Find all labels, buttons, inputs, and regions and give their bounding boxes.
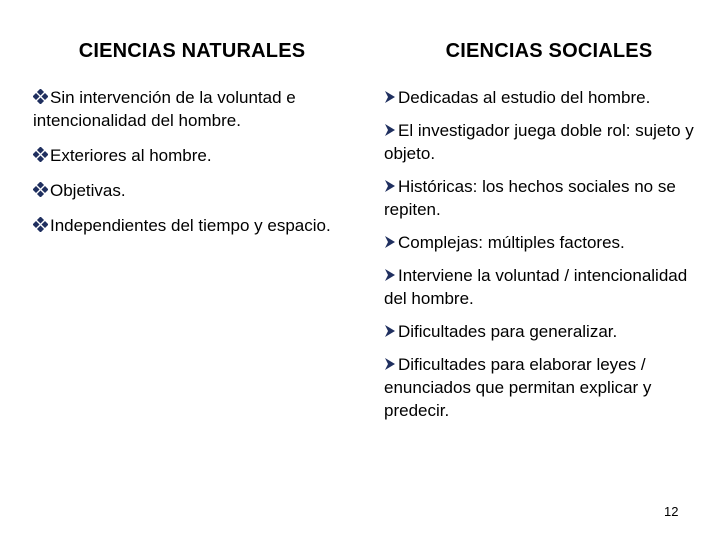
list-item-text: Interviene la voluntad / intencionalidad del hombre. xyxy=(384,266,688,308)
arrowhead-bullet-icon xyxy=(384,324,396,338)
list-item xyxy=(33,144,351,167)
natural-sciences-heading: CIENCIAS NATURALES xyxy=(78,40,306,62)
diamond-bullet-icon xyxy=(33,182,48,197)
arrowhead-bullet-icon xyxy=(384,90,396,104)
diamond-bullet-icon xyxy=(33,217,48,232)
natural-sciences-list xyxy=(33,86,351,249)
list-item xyxy=(384,353,714,422)
list-item xyxy=(33,214,351,237)
list-item-text: Históricas: los hechos sociales no se repiten. xyxy=(384,177,676,219)
list-item xyxy=(384,264,714,310)
list-item-text: Exteriores al hombre. xyxy=(50,146,212,165)
list-item-text: Objetivas. xyxy=(50,181,126,200)
arrowhead-bullet-icon xyxy=(384,268,396,282)
list-item-text: Dificultades para generalizar. xyxy=(398,322,618,341)
list-item xyxy=(384,119,714,165)
arrowhead-bullet-icon xyxy=(384,179,396,193)
social-sciences-list xyxy=(384,86,714,432)
arrowhead-bullet-icon xyxy=(384,357,396,371)
arrowhead-bullet-icon xyxy=(384,123,396,137)
list-item xyxy=(384,231,714,254)
list-item-text: Dificultades para elaborar leyes / enunciados que permitan explicar y predecir. xyxy=(384,355,652,420)
list-item xyxy=(33,179,351,202)
list-item xyxy=(384,320,714,343)
diamond-bullet-icon xyxy=(33,147,48,162)
social-sciences-heading: CIENCIAS SOCIALES xyxy=(445,40,653,62)
slide-number: 12 xyxy=(664,504,679,519)
list-item-text: El investigador juega doble rol: sujeto y objeto. xyxy=(384,121,694,163)
list-item xyxy=(384,86,714,109)
list-item-text: Sin intervención de la voluntad e intencionalidad del hombre. xyxy=(33,88,296,130)
arrowhead-bullet-icon xyxy=(384,235,396,249)
list-item-text: Dedicadas al estudio del hombre. xyxy=(398,88,651,107)
diamond-bullet-icon xyxy=(33,89,48,104)
list-item-text: Complejas: múltiples factores. xyxy=(398,233,625,252)
list-item xyxy=(33,86,351,132)
list-item-text: Independientes del tiempo y espacio. xyxy=(50,216,331,235)
list-item xyxy=(384,175,714,221)
